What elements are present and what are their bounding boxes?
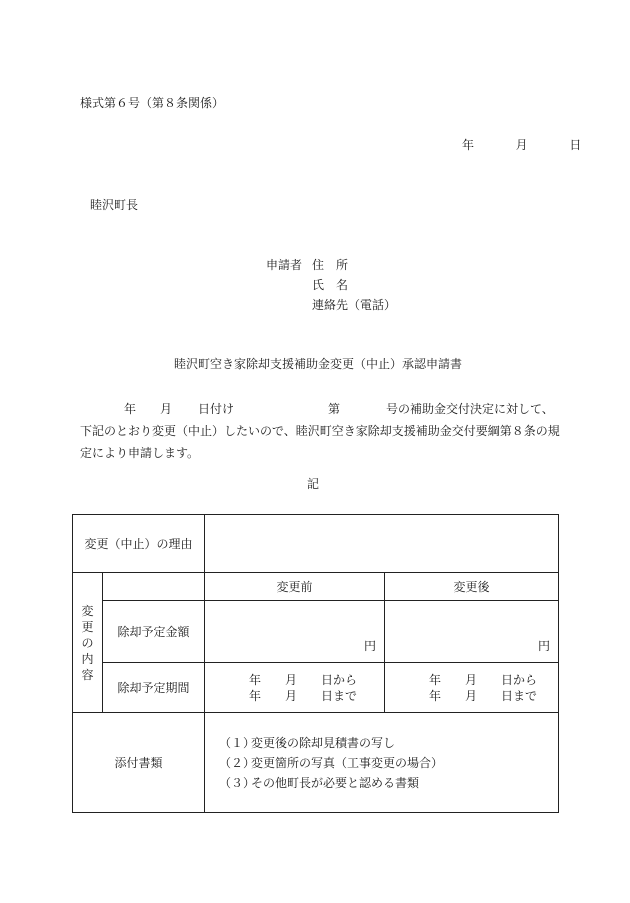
body-dai: 第 [328, 402, 341, 416]
address-label: 住 所 [312, 258, 349, 272]
amount-row [73, 601, 559, 663]
form-number: 様式第６号（第８条関係） [80, 96, 225, 110]
header-row [73, 573, 559, 601]
date-line [462, 138, 581, 152]
date-year: 年 [462, 138, 475, 152]
amount-label: 除却予定金額 [103, 601, 205, 663]
date-month: 月 [515, 138, 528, 152]
body-paragraph [80, 398, 560, 464]
change-content-label: 変 更 の 内 容 [73, 573, 103, 713]
period-label: 除却予定期間 [103, 663, 205, 713]
attachment-item: （３）その他町長が必要と認める書類 [219, 775, 420, 790]
after-header: 変更後 [385, 573, 559, 601]
attachment-item: （１）変更後の除却見積書の写し [219, 735, 396, 750]
date-day: 日 [569, 138, 582, 152]
document-title: 睦沢町空き家除却支援補助金変更（中止）承認申請書 [174, 357, 463, 371]
header-blank [103, 573, 205, 601]
reason-field[interactable] [205, 515, 559, 573]
name-label: 氏 名 [312, 278, 349, 292]
attachments-label: 添付書類 [73, 713, 205, 813]
period-before-field[interactable]: 年 月 日から 年 月 日まで [205, 663, 385, 713]
application-table [72, 514, 559, 813]
applicant-label: 申請者 [266, 258, 303, 272]
amount-before-field[interactable] [205, 601, 385, 663]
reason-label: 変更（中止）の理由 [73, 515, 205, 573]
period-row [73, 663, 559, 713]
body-line1-end: 号の補助金交付決定に対して、 [386, 402, 554, 416]
body-dated: 日付け [198, 402, 235, 416]
amount-after-field[interactable] [385, 601, 559, 663]
body-month: 月 [160, 402, 173, 416]
reason-row [73, 515, 559, 573]
body-line-3: 定により申請します。 [80, 446, 200, 460]
before-header: 変更前 [205, 573, 385, 601]
yen-before: 円 [364, 639, 377, 653]
body-line-1 [80, 398, 560, 420]
ki-heading: 記 [307, 477, 320, 491]
body-year: 年 [124, 402, 137, 416]
addressee: 睦沢町長 [90, 198, 139, 212]
attachment-item: （２）変更箇所の写真（工事変更の場合） [219, 755, 444, 770]
attachments-row [73, 713, 559, 813]
period-after-field[interactable]: 年 月 日から 年 月 日まで [385, 663, 559, 713]
body-line-2: 下記のとおり変更（中止）したいので、睦沢町空き家除却支援補助金交付要綱第８条の規 [80, 424, 560, 438]
attachments-list [205, 713, 559, 813]
contact-label: 連絡先（電話） [312, 298, 397, 312]
yen-after: 円 [538, 639, 551, 653]
